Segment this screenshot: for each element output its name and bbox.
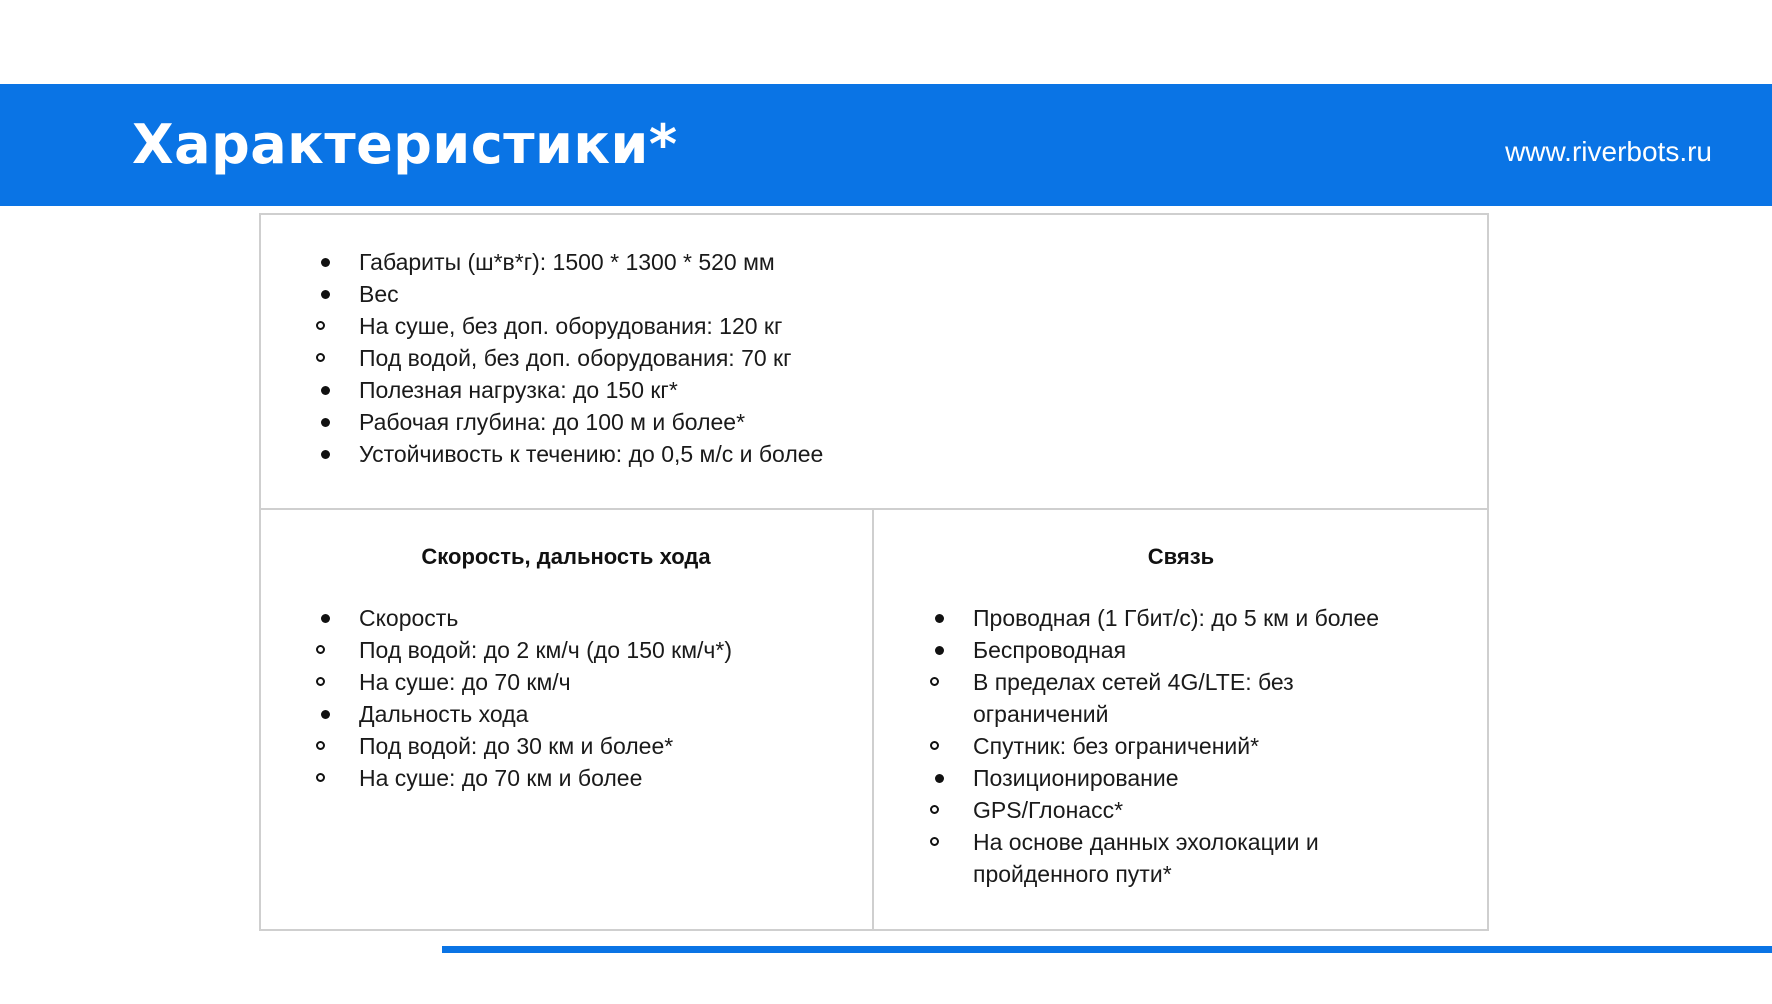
circle-bullet-icon xyxy=(316,645,325,654)
list-item: Скорость Под водой: до 2 км/ч (до 150 км/ч*) На суше: до 70 км/ч xyxy=(359,602,859,698)
list-item: Рабочая глубина: до 100 м и более* xyxy=(359,406,1359,438)
page-title: Характеристики* xyxy=(132,113,678,176)
list-item: Позиционирование GPS/Глонасс* На основе данных эхолокации и пройденного пути* xyxy=(973,762,1473,890)
list-item: Полезная нагрузка: до 150 кг* xyxy=(359,374,1359,406)
bullet-icon xyxy=(935,774,944,783)
circle-bullet-icon xyxy=(316,321,325,330)
bullet-icon xyxy=(321,258,330,267)
list-item: Вес На суше, без доп. оборудования: 120 кг Под водой, без доп. оборудования: 70 кг xyxy=(359,278,1359,374)
sub-list-item: На суше: до 70 км/ч xyxy=(272,666,859,698)
circle-bullet-icon xyxy=(930,677,939,686)
sub-list-item: На суше, без доп. оборудования: 120 кг xyxy=(272,310,1359,342)
bullet-icon xyxy=(935,614,944,623)
list-item: Беспроводная В пределах сетей 4G/LTE: без ограничений Спутник: без ограничений* xyxy=(973,634,1473,762)
sub-list-item: Под водой: до 2 км/ч (до 150 км/ч*) xyxy=(272,634,859,666)
circle-bullet-icon xyxy=(930,741,939,750)
bottom-accent-line xyxy=(442,946,1772,953)
bullet-icon xyxy=(321,418,330,427)
circle-bullet-icon xyxy=(316,741,325,750)
bullet-icon xyxy=(321,614,330,623)
sub-list-item: На основе данных эхолокации и пройденного пути* xyxy=(886,826,1393,890)
comm-section-heading: Связь xyxy=(1147,544,1215,569)
bullet-icon xyxy=(321,290,330,299)
sub-list-item: В пределах сетей 4G/LTE: без ограничений xyxy=(886,666,1313,730)
circle-bullet-icon xyxy=(316,677,325,686)
bullet-icon xyxy=(935,646,944,655)
speed-section-heading: Скорость, дальность хода xyxy=(421,544,711,569)
bullet-icon xyxy=(321,710,330,719)
bullet-icon xyxy=(321,450,330,459)
sub-list-item: GPS/Глонасс* xyxy=(886,794,1473,826)
site-url[interactable]: www.riverbots.ru xyxy=(1505,136,1712,167)
list-item: Дальность хода Под водой: до 30 км и более* На суше: до 70 км и более xyxy=(359,698,859,794)
bullet-icon xyxy=(321,386,330,395)
sub-list-item: Спутник: без ограничений* xyxy=(886,730,1473,762)
comm-specs-list xyxy=(973,602,1473,890)
speed-specs-list xyxy=(359,602,859,794)
circle-bullet-icon xyxy=(930,805,939,814)
circle-bullet-icon xyxy=(316,353,325,362)
table-divider-vertical xyxy=(872,509,874,931)
list-item: Проводная (1 Гбит/с): до 5 км и более xyxy=(973,602,1473,634)
sub-list-item: На суше: до 70 км и более xyxy=(272,762,859,794)
sub-list-item: Под водой, без доп. оборудования: 70 кг xyxy=(272,342,1359,374)
table-divider-horizontal xyxy=(259,508,1489,510)
circle-bullet-icon xyxy=(930,837,939,846)
list-item: Габариты (ш*в*г): 1500 * 1300 * 520 мм xyxy=(359,246,1359,278)
circle-bullet-icon xyxy=(316,773,325,782)
list-item: Устойчивость к течению: до 0,5 м/с и более xyxy=(359,438,1359,470)
general-specs-list xyxy=(359,246,1359,470)
sub-list-item: Под водой: до 30 км и более* xyxy=(272,730,859,762)
